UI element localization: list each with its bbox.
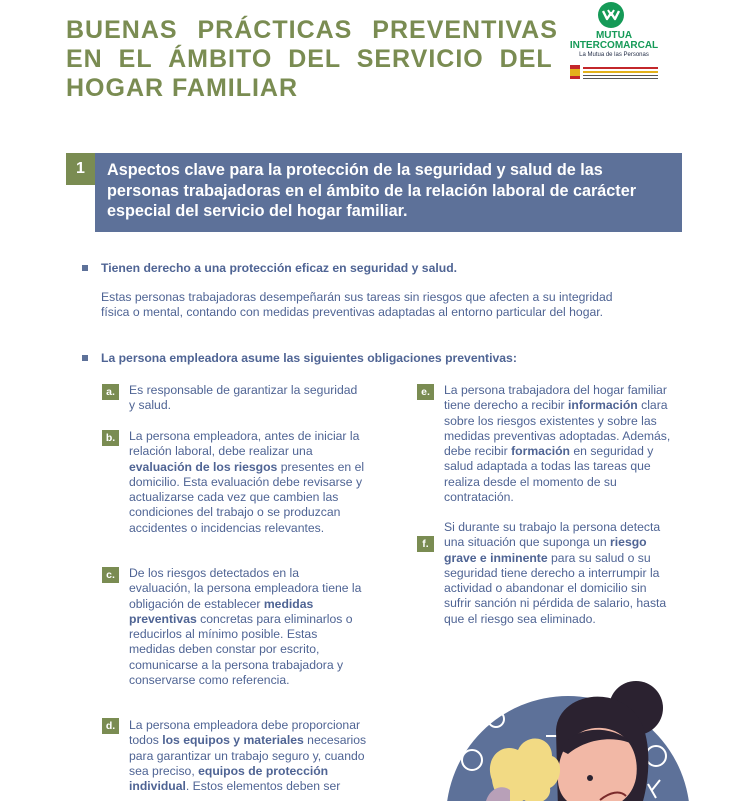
item-f-label: f. bbox=[417, 536, 434, 552]
mutua-logo bbox=[568, 0, 660, 90]
mutua-logo-icon bbox=[598, 2, 624, 28]
logo-name-line-1: MUTUA bbox=[595, 30, 633, 41]
item-a-label: a. bbox=[102, 384, 119, 400]
spain-flag-icon bbox=[570, 65, 580, 79]
title-line-3: HOGAR FAMILIAR bbox=[66, 74, 299, 102]
item-text-segment: La persona empleadora debe proporcionar todos bbox=[129, 718, 361, 748]
item-text-segment: La persona empleadora, antes de iniciar la relación laboral, debe realizar una bbox=[129, 429, 360, 459]
emphasis-text: equipos de protección individual bbox=[129, 763, 329, 794]
emphasis-text: los equipos y materiales bbox=[162, 733, 304, 748]
woman-illustration bbox=[440, 650, 700, 801]
bullet-square-icon bbox=[82, 265, 88, 271]
section-number: 1 bbox=[66, 153, 95, 185]
emphasis-text: evaluación de los riesgos bbox=[129, 459, 278, 474]
section-title: Aspectos clave para la protección de la seguridad y salud de las personas trabajadoras en el ámbito de la relación laboral de carácter especial del servicio del hogar familiar. bbox=[107, 161, 637, 220]
logo-tagline: La Mutua de las Personas bbox=[579, 52, 649, 58]
item-text-segment: La persona trabajadora del hogar familiar tiene derecho a recibir bbox=[444, 383, 667, 413]
item-d-label: d. bbox=[102, 718, 119, 734]
item-text-segment: concretas para eliminarlos o reducirlos al mínimo posible. Estas medidas deben constar por escrito, comunicarse a la persona trabajadora y conservarse como referencia. bbox=[129, 611, 353, 688]
item-f-text bbox=[444, 520, 676, 627]
item-text-segment: Es responsable de garantizar la seguridad y salud. bbox=[129, 383, 358, 413]
item-text-segment: clara sobre los riesgos existentes y sobre las medidas preventivas adoptadas. Además, debe recibir bbox=[444, 398, 671, 459]
bullet-right-protection: Tienen derecho a una protección eficaz en seguridad y salud. bbox=[101, 261, 458, 275]
item-text-segment: . Estos elementos deben ser bbox=[185, 779, 341, 794]
emphasis-text: medidas preventivas bbox=[129, 596, 314, 626]
government-badge bbox=[570, 64, 658, 84]
emphasis-text: formación bbox=[511, 444, 570, 459]
item-e-label: e. bbox=[417, 384, 434, 400]
bullet-square-icon bbox=[82, 355, 88, 361]
page-title bbox=[66, 16, 556, 103]
bullet-employer-obligations: La persona empleadora asume las siguientes obligaciones preventivas: bbox=[101, 351, 517, 365]
item-e-text bbox=[444, 383, 680, 505]
title-line-1: BUENAS PRÁCTICAS PREVENTIVAS bbox=[66, 16, 558, 44]
intro-paragraph: Estas personas trabajadoras desempeñarán sus tareas sin riesgos que afecten a su integridad física o mental, contando con medidas preventivas adaptadas al entorno particular del hogar. bbox=[101, 290, 613, 320]
item-c-text bbox=[129, 566, 363, 688]
item-a-text bbox=[129, 383, 359, 414]
title-line-2: EN EL ÁMBITO DEL SERVICIO DEL bbox=[66, 45, 553, 73]
logo-name-line-2: INTERCOMARCAL bbox=[569, 40, 659, 51]
item-d-text bbox=[129, 718, 367, 794]
item-text-segment: en seguridad y salud adaptada a todas las tareas que realiza desde el momento de su contratación. bbox=[444, 444, 654, 505]
item-text-segment: necesarios para garantizar un trabajo seguro y, cuando sea preciso, bbox=[129, 733, 367, 778]
item-c-label: c. bbox=[102, 567, 119, 583]
item-text-segment: para su salud o su seguridad tiene derecho a interrumpir la actividad o abandonar el domicilio sin sufrir sanción ni pérdida de salario, hasta que el riesgo sea eliminado. bbox=[444, 550, 667, 626]
item-b-text bbox=[129, 429, 369, 536]
emphasis-text: información bbox=[567, 398, 638, 413]
item-b-label: b. bbox=[102, 430, 119, 446]
item-text-segment: De los riesgos detectados en la evaluación, la persona empleadora tiene la obligación de establecer bbox=[129, 566, 362, 611]
item-text-segment: Si durante su trabajo la persona detecta una situación que suponga un bbox=[444, 520, 661, 550]
item-text-segment: presentes en el domicilio. Esta evaluación debe revisarse y actualizarse cada vez que cambien las condiciones del trabajo o se produzcan accidentes o incidencias relevantes. bbox=[129, 459, 365, 535]
emphasis-text: riesgo grave e inminente bbox=[444, 535, 647, 565]
